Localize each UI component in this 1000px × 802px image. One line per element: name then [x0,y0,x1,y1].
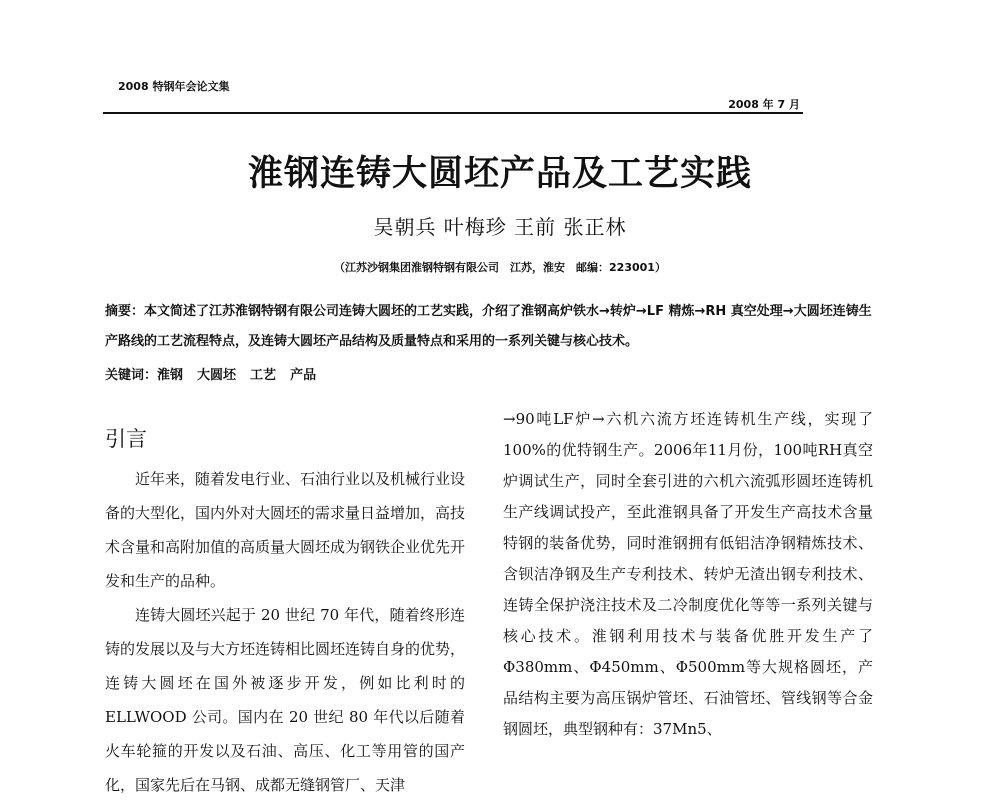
running-header-date: 2008 年 7 月 [728,98,800,111]
paper-title: 淮钢连铸大圆坯产品及工艺实践 [247,154,752,194]
body-column-right [503,404,873,764]
body-paragraph: 连铸大圆坯兴起于 20 世纪 70 年代，随着终形连铸的发展以及与大方坯连铸相比圆坯连铸自身的优势，连铸大圆坯在国外被逐步开发，例如比利时的 ELLWOOD 公司。国内在 20 世纪 80 年代以后随着火车轮箍的开发以及石油、高压、化工等用管的国产化，国家先后在马钢、成都无缝钢管厂、天津 [105,606,466,794]
body-paragraph: 近年来，随着发电行业、石油行业以及机械行业设备的大型化，国内外对大圆坯的需求量日益增加，高技术含量和高附加值的高质量大圆坯成为钢铁企业优先开发和生产的品种。 [105,470,466,590]
author-list: 吴朝兵 叶梅珍 王前 张正林 [373,215,627,239]
abstract [105,297,875,357]
running-header-left: 2008 特钢年会论文集 [118,80,230,93]
keyword: 产品 [290,368,317,383]
keywords-label: 关键词： [105,368,158,383]
affiliation: （江苏沙钢集团淮钢特钢有限公司 江苏，淮安 邮编：223001） [334,261,666,274]
keywords [105,363,875,389]
abstract-text: 本文简述了江苏淮钢特钢有限公司连铸大圆坯的工艺实践，介绍了淮钢高炉铁水→转炉→LF 精炼→RH 真空处理→大圆坯连铸生产路线的工艺流程特点，及连铸大圆坯产品结构及质量特点和采用的一系列关键与核心技术。 [105,304,872,349]
body-paragraph: →90吨LF炉→六机六流方坯连铸机生产线，实现了100%的优特钢生产。2006年11月份，100吨RH真空炉调试生产，同时全套引进的六机六流弧形圆坯连铸机生产线调试投产，至此淮钢具备了开发生产高技术含量特钢的装备优势，同时淮钢拥有低铝洁净钢精炼技术、含钡洁净钢及生产专利技术、转炉无渣出钢专利技术、连铸全保护浇注技术及二冷制度优化等等一系列关键与核心技术。淮钢利用技术与装备优胜开发生产了Φ380mm、Φ450mm、Φ500mm等大规格圆坯，产品结构主要为高压锅炉管坯、石油管坯、管线钢等合金钢圆坯，典型钢种有：37Mn5、 [503,410,873,738]
keyword: 淮钢 [157,368,184,383]
keyword: 大圆坯 [197,368,237,383]
keyword: 工艺 [250,368,277,383]
header-rule [103,112,803,114]
section-heading-introduction: 引言 [105,427,147,451]
body-column-left [105,400,466,794]
abstract-label: 摘要： [105,304,145,319]
